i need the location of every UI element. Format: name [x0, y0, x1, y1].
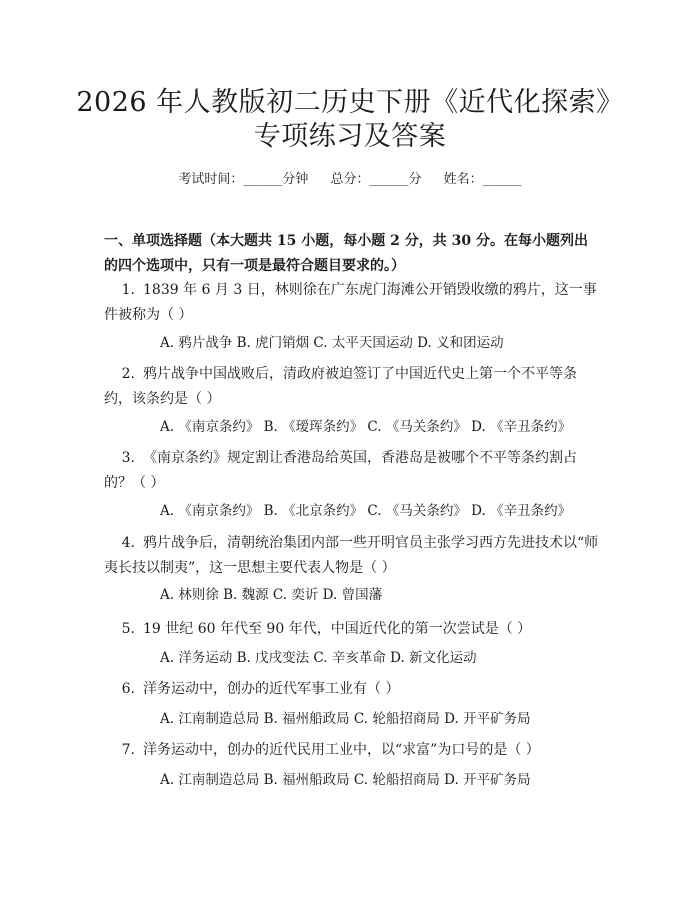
question-number: 4. [121, 535, 135, 551]
question-4 [104, 531, 600, 581]
question-6 [104, 677, 600, 702]
exam-time-field: 考试时间：______分钟 [178, 172, 309, 187]
question-number: 1. [121, 282, 135, 298]
question-1-options: A. 鸦片战争 B. 虎门销烟 C. 太平天国运动 D. 义和团运动 [160, 335, 504, 351]
question-6-options: A. 江南制造总局 B. 福州船政局 C. 轮船招商局 D. 开平矿务局 [160, 711, 531, 727]
question-5 [104, 617, 600, 642]
question-4-options: A. 林则徐 B. 魏源 C. 奕䜣 D. 曾国藩 [160, 587, 383, 603]
total-score-field: 总分：______分 [330, 172, 422, 187]
question-number: 3. [121, 450, 135, 466]
question-text: 鸦片战争中国战败后，清政府被迫签订了中国近代史上第一个不平等条约，该条约是（ ） [104, 366, 577, 407]
question-text: 19 世纪 60 年代至 90 年代，中国近代化的第一次尝试是（ ） [143, 621, 532, 637]
question-number: 6. [121, 681, 135, 697]
question-2 [104, 362, 600, 412]
question-number: 5. [121, 621, 135, 637]
document-title-line-2: 专项练习及答案 [253, 121, 447, 152]
question-5-options: A. 洋务运动 B. 戊戌变法 C. 辛亥革命 D. 新文化运动 [160, 650, 477, 666]
document-title-line-1: 2026 年人教版初二历史下册《近代化探索》 [76, 87, 624, 118]
question-text: 洋务运动中，创办的近代军事工业有（ ） [143, 681, 400, 697]
question-3-options: A. 《南京条约》 B. 《北京条约》 C. 《马关条约》 D. 《辛丑条约》 [160, 503, 572, 519]
question-7 [104, 738, 600, 763]
question-text: 鸦片战争后，清朝统治集团内部一些开明官员主张学习西方先进技术以“师夷长技以制夷”，这一思想主要代表人物是（ ） [104, 535, 599, 576]
question-text: 1839 年 6 月 3 日，林则徐在广东虎门海滩公开销毁收缴的鸦片，这一事件被称为（ ） [104, 282, 597, 323]
question-number: 7. [121, 742, 135, 758]
question-text: 洋务运动中，创办的近代民用工业中，以“求富”为口号的是（ ） [143, 742, 540, 758]
question-3 [104, 446, 600, 496]
question-2-options: A. 《南京条约》 B. 《瑷珲条约》 C. 《马关条约》 D. 《辛丑条约》 [160, 419, 572, 435]
question-7-options: A. 江南制造总局 B. 福州船政局 C. 轮船招商局 D. 开平矿务局 [160, 772, 531, 788]
student-name-field: 姓名：______ [443, 172, 522, 187]
exam-meta [0, 168, 700, 187]
question-text: 《南京条约》规定割让香港岛给英国，香港岛是被哪个不平等条约割占的？（ ） [104, 450, 577, 491]
question-1 [104, 278, 600, 328]
section-heading: 一、单项选择题（本大题共 15 小题，每小题 2 分，共 30 分。在每小题列出的四个选项中，只有一项是最符合题目要求的。） [104, 233, 588, 274]
question-number: 2. [121, 366, 135, 382]
